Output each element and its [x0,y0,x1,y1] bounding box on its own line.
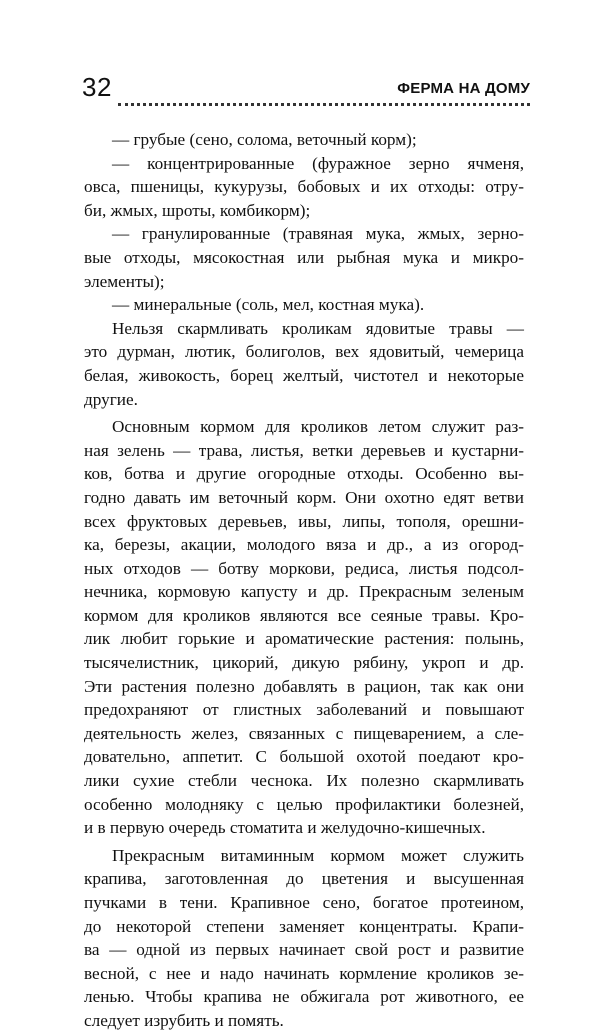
text-line: до некоторой степени заменяет концентраты. Крапи- [84,916,524,936]
body-text [84,128,524,1033]
text-line: другие. [84,389,138,409]
text-line: всех фруктовых деревьев, ивы, липы, тополя, орешни- [84,511,524,531]
text-line: пучками в тени. Крапивное сено, богатое протеином, [84,893,524,912]
text-line: это дурман, лютик, болиголов, вех ядовитый, чемерица [84,342,524,362]
paragraph [84,293,524,317]
text-line: вые отходы, мясокостная или рыбная мука и микро- [84,247,524,267]
text-line: крапива, заготовленная до цветения и высушенная [84,869,524,889]
text-line: нечника, кормовую капусту и др. Прекрасным зеленым [84,582,524,602]
text-line: — гранулированные (травяная мука, жмых, зерно- [112,224,524,244]
text-line: особенно молодняку с целью профилактики болезней, [84,794,524,814]
header-dotted-rule [118,103,530,106]
text-line: предохраняют от глистных заболеваний и повышают [84,700,524,720]
text-line: лики сухие стебли чеснока. Их полезно скармливать [84,771,524,791]
text-line: — концентрированные (фуражное зерно ячменя, [112,153,524,173]
paragraph [84,415,524,840]
text-line: лик любит горькие и ароматические растения: полынь, [84,629,524,649]
text-line: ка, березы, акации, молодого вяза и др., а из огород- [84,535,524,555]
text-line: Нельзя скармливать кроликам ядовитые травы — [112,318,524,338]
paragraph [84,152,524,223]
text-line: ков, ботва и другие огородные отходы. Особенно вы- [84,464,524,484]
text-line: следует изрубить и помять. [84,1010,284,1030]
text-line: белая, живокость, борец желтый, чистотел и некоторые [84,365,524,385]
text-line: довательно, аппетит. С большой охотой поедают кро- [84,747,524,767]
text-line: весной, с нее и надо начинать кормление кроликов зе- [84,963,524,983]
paragraph [84,844,524,1033]
text-line: ных отходов — ботву моркови, редиса, листья подсол- [84,558,524,578]
text-line: Прекрасным витаминным кормом может служить [112,845,524,865]
page-header [82,70,530,110]
text-line: овса, пшеницы, кукурузы, бобовых и их отходы: отру- [84,177,524,197]
text-line: ная зелень — трава, листья, ветки деревьев и кустарни- [84,440,524,460]
text-line: би, жмых, шроты, комбикорм); [84,200,311,220]
text-line: элементы); [84,271,165,291]
text-line: тысячелистник, цикорий, дикую рябину, укроп и др. [84,653,524,673]
text-line: кормом для кроликов являются все сеяные травы. Кро- [84,605,524,625]
text-line: деятельность желез, связанных с пищеварением, а сле- [84,723,524,743]
text-line: — грубые (сено, солома, веточный корм); [112,130,417,149]
text-line: Эти растения полезно добавлять в рацион, так как они [84,676,524,696]
paragraph [84,317,524,411]
text-line: ленью. Чтобы крапива не обжигала рот животного, ее [84,987,524,1007]
text-line: — минеральные (соль, мел, костная мука). [112,295,425,315]
page-number: 32 [82,72,112,102]
text-line: годно давать им веточный корм. Они охотно едят ветви [84,487,524,507]
paragraph [84,128,524,152]
text-line: ва — одной из первых начинает свой рост и развитие [84,940,524,960]
running-title: ФЕРМА НА ДОМУ [397,80,530,97]
paragraph [84,222,524,293]
text-line: Основным кормом для кроликов летом служит раз- [112,417,524,437]
text-line: и в первую очередь стоматита и желудочно-кишечных. [84,818,486,838]
